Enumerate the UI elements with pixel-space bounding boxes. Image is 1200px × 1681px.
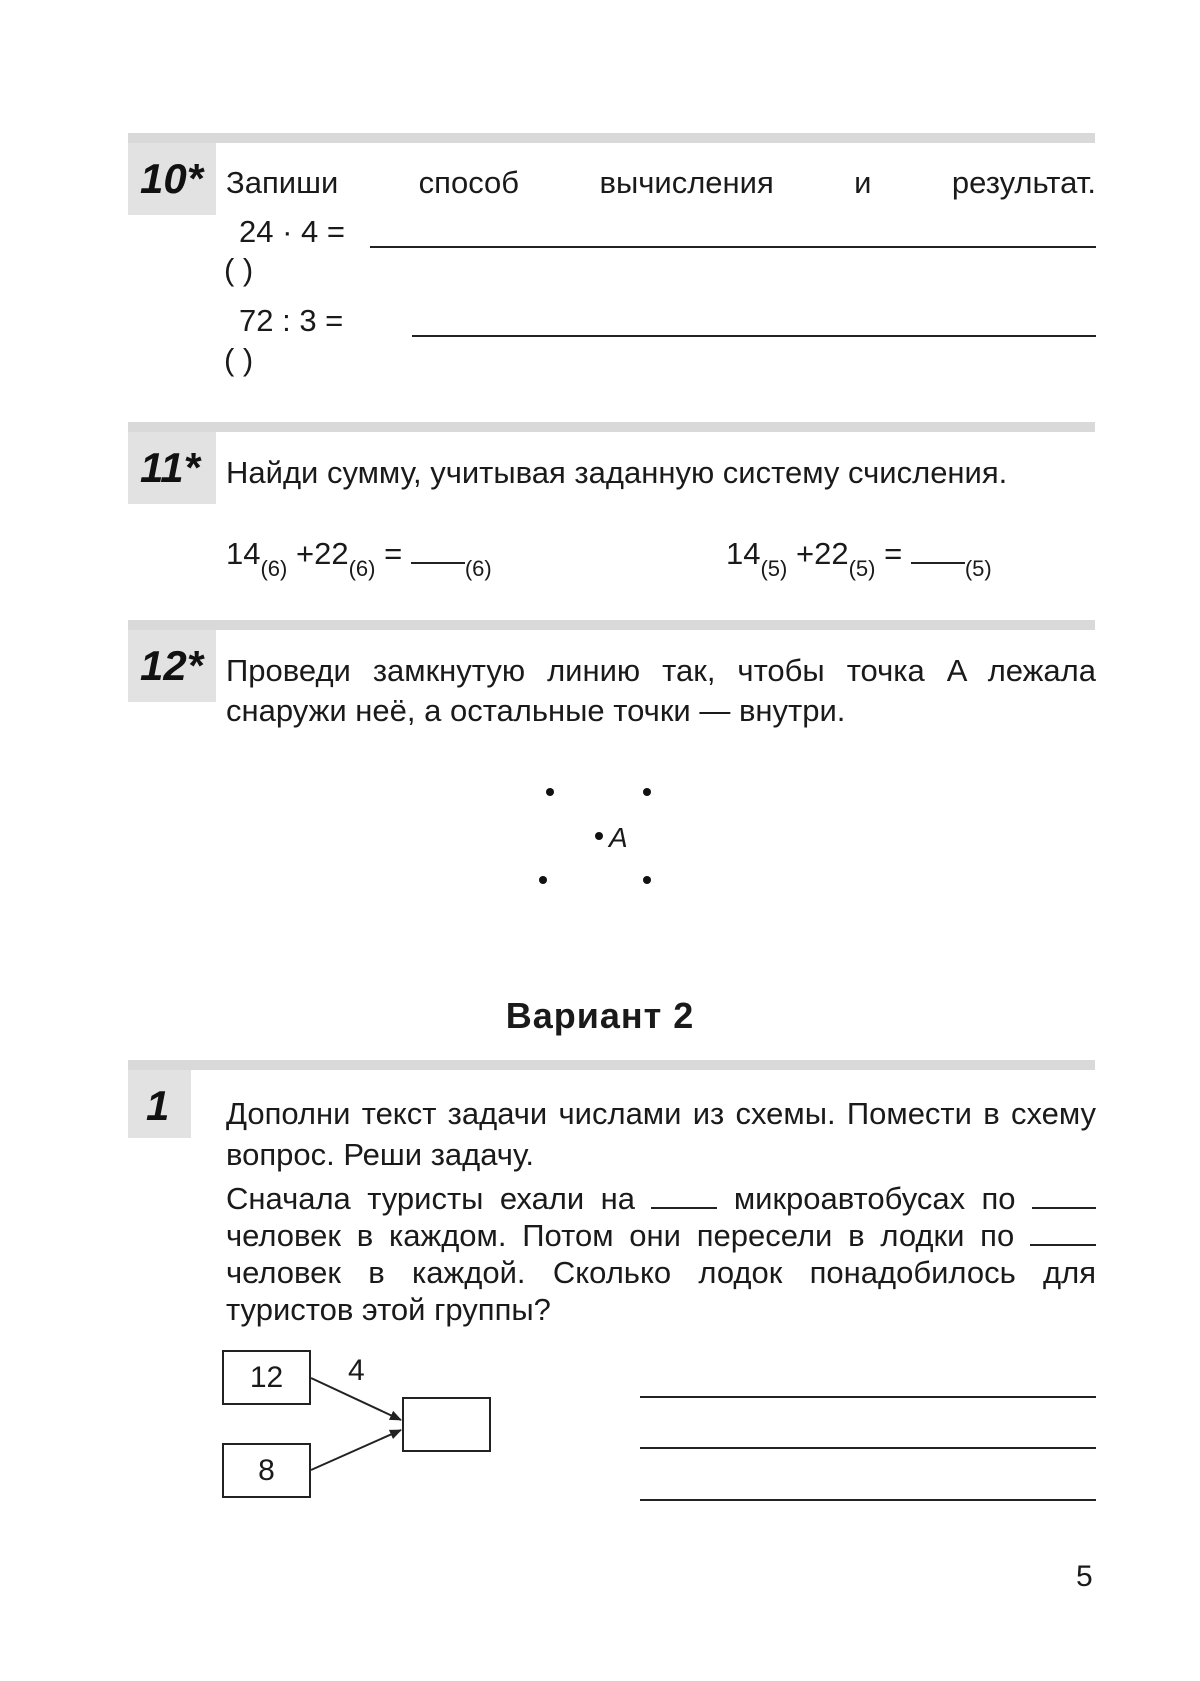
plus-sign-left: +: [296, 536, 315, 571]
story-part-2: микроавтобусах по: [733, 1181, 1016, 1216]
answer-line-1-2[interactable]: [640, 1447, 1096, 1449]
result-base-right: (5): [964, 556, 992, 581]
task-10-expr-1: 24 · 4 =: [239, 214, 345, 249]
base-b-left: (6): [348, 556, 376, 581]
task-12-text: Проведи замкнутую линию так, чтобы точка A лежала снаружи неё, а остальные точки — внутри.: [226, 653, 1096, 728]
task-number-1: 1: [146, 1082, 170, 1129]
task-10-text: Запиши способ вычисления и результат.: [226, 165, 1096, 200]
answer-line-1-3[interactable]: [640, 1499, 1096, 1501]
arrow-bottom: [311, 1430, 401, 1470]
task-number-12: 12*: [140, 642, 204, 689]
base-a-left: (6): [260, 556, 288, 581]
addend-b-left: 22: [314, 536, 349, 571]
task-10-expr-2: 72 : 3 =: [239, 303, 344, 338]
task-10-paren-2[interactable]: ( ): [224, 342, 254, 377]
answer-line-1-1[interactable]: [640, 1396, 1096, 1398]
equals-sign-right: =: [884, 536, 903, 571]
equals-sign-left: =: [384, 536, 403, 571]
base-a-right: (5): [760, 556, 788, 581]
task-number-11: 11*: [140, 444, 200, 491]
addend-a-left: 14: [226, 536, 261, 571]
task-11-text: Найди сумму, учитывая заданную систему счисления.: [226, 455, 1008, 490]
story-part-4: человек в каждой. Сколько лодок понадобилось для туристов этой группы?: [226, 1255, 1096, 1327]
task-10-paren-1[interactable]: ( ): [224, 252, 254, 287]
addend-b-right: 22: [814, 536, 849, 571]
addend-a-right: 14: [726, 536, 761, 571]
scheme-box-top-value: 12: [249, 1361, 284, 1394]
story-part-1: Сначала туристы ехали на: [226, 1181, 635, 1216]
arrow-top: [311, 1378, 401, 1420]
variant-heading: Вариант 2: [505, 995, 695, 1036]
plus-sign-right: +: [796, 536, 815, 571]
story-part-3: человек в каждом. Потом они пересели в лодки по: [226, 1218, 1015, 1253]
result-base-left: (6): [464, 556, 492, 581]
base-b-right: (5): [848, 556, 876, 581]
scheme-box-bottom-value: 8: [258, 1454, 275, 1487]
task-number-10: 10*: [140, 155, 204, 202]
scheme-arrow-label: 4: [348, 1354, 365, 1387]
dot-a-label: A: [609, 822, 628, 853]
page-number: 5: [1076, 1560, 1093, 1593]
task-1-intro: Дополни текст задачи числами из схемы. Помести в схему вопрос. Реши задачу.: [226, 1096, 1096, 1172]
